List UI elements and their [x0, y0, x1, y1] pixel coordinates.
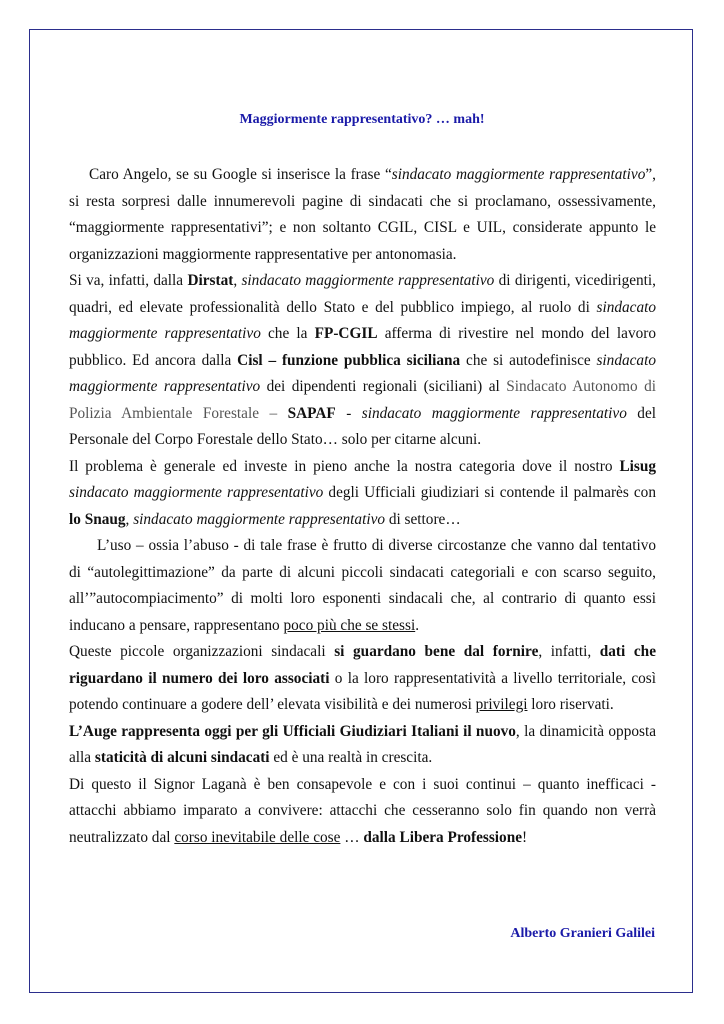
bold-phrase: Dirstat	[187, 272, 234, 289]
bold-phrase: dati che riguardano il numero dei loro associati	[69, 643, 656, 687]
text-run: …	[340, 828, 364, 846]
bold-phrase: dalla Libera Professione	[363, 828, 522, 846]
paragraph-1	[69, 162, 656, 268]
text-run: L’uso – ossia l’abuso - di tale frase è frutto di diverse circostanze che vanno dal tentativo di “autolegittimazione” da parte di alcuni piccoli sindacati categoriali e con scarso seguito, all’”autocompiacimento” di molti loro esponenti sindacali che, al contrario di quanto essi inducano a pensare, rappresentano	[69, 537, 656, 634]
text-run: afferma di rivestire nel mondo del lavoro pubblico. Ed ancora dalla	[69, 325, 656, 369]
text-run: Si va, infatti, dalla	[69, 272, 188, 289]
italic-phrase: sindacato maggiormente rappresentativo	[391, 166, 646, 183]
text-run: dei dipendenti regionali (siciliani) al	[260, 378, 507, 395]
italic-phrase: sindacato maggiormente rappresentativo	[69, 298, 656, 342]
text-run: Di questo il Signor Laganà è ben consapevole e con i suoi continui – quanto inefficaci - attacchi abbiamo imparato a convivere: attacchi che cesseranno solo fin quando non verrà neutralizzato dal	[69, 775, 656, 846]
text-run: ed è una realtà in crescita.	[269, 749, 433, 766]
text-run: !	[522, 828, 528, 846]
paragraph-4	[69, 533, 656, 639]
signature: Alberto Granieri Galilei	[510, 926, 655, 941]
text-run: , la dinamicità opposta alla	[69, 722, 656, 766]
paragraph-5	[69, 639, 656, 719]
document-title: Maggiormente rappresentativo? … mah!	[239, 112, 485, 127]
text-run: Il problema è generale ed investe in pieno anche la nostra categoria dove il nostro	[69, 457, 620, 475]
paragraph-7	[69, 772, 656, 852]
bold-phrase: L’Auge rappresenta oggi per gli Ufficiali Giudiziari Italiani il nuovo	[69, 722, 516, 740]
text-run: Caro Angelo, se su Google si inserisce la frase “	[89, 166, 392, 183]
underlined-phrase: corso inevitabile delle cose	[174, 828, 341, 846]
text-run: .	[415, 616, 420, 634]
italic-phrase: sindacato maggiormente rappresentativo	[361, 404, 627, 422]
text-run: ,	[233, 272, 242, 289]
text-run: Queste piccole organizzazioni sindacali	[69, 643, 335, 660]
text-run: di settore…	[385, 510, 461, 528]
paragraph-2	[69, 268, 656, 454]
bold-phrase: Lisug	[619, 457, 656, 475]
gray-phrase: Sindacato Autonomo di Polizia Ambientale Forestale –	[69, 378, 656, 422]
italic-phrase: sindacato maggiormente rappresentativo	[241, 272, 495, 289]
bold-phrase: si guardano bene dal fornire	[334, 643, 539, 660]
text-run: del Personale del Corpo Forestale dello Stato… solo per citarne alcuni.	[69, 404, 656, 448]
bold-phrase: lo Snaug	[69, 510, 126, 528]
italic-phrase: sindacato maggiormente rappresentativo	[133, 510, 386, 528]
italic-phrase: sindacato maggiormente rappresentativo	[69, 351, 656, 395]
text-run: loro riservati.	[527, 696, 614, 713]
text-run: -	[335, 404, 362, 422]
paragraph-6	[69, 719, 656, 772]
bold-phrase: Cisl – funzione pubblica siciliana	[237, 351, 461, 369]
paragraph-3	[69, 454, 656, 534]
underlined-phrase: privilegi	[475, 696, 528, 713]
text-run: ”, si resta sorpresi dalle innumerevoli pagine di sindacati che si proclamano, ossessivamente, “maggiormente rappresentativi”; e non soltanto CGIL, CISL e UIL, considerate appunto le organizzazioni maggiormente rappresentative per antonomasia.	[69, 166, 656, 263]
bold-phrase: FP-CGIL	[314, 325, 378, 342]
text-run: che si autodefinisce	[460, 351, 597, 369]
bold-phrase: SAPAF	[287, 404, 336, 422]
text-run: di dirigenti, vicedirigenti, quadri, ed elevate professionalità dello Stato e del pubblico impiego, al ruolo di	[69, 272, 656, 316]
text-run: o la loro rappresentatività a livello territoriale, così potendo continuare a godere dell’ elevata visibilità e dei numerosi	[69, 669, 656, 713]
text-run: degli Ufficiali giudiziari si contende il palmarès con	[323, 484, 656, 501]
underlined-phrase: poco più che se stessi	[283, 616, 416, 634]
bold-phrase: staticità di alcuni sindacati	[94, 749, 270, 766]
text-run: ,	[125, 510, 134, 528]
letter-body	[69, 162, 656, 851]
text-run: che la	[260, 325, 315, 342]
text-run: , infatti,	[538, 643, 600, 660]
italic-phrase: sindacato maggiormente rappresentativo	[69, 484, 324, 501]
